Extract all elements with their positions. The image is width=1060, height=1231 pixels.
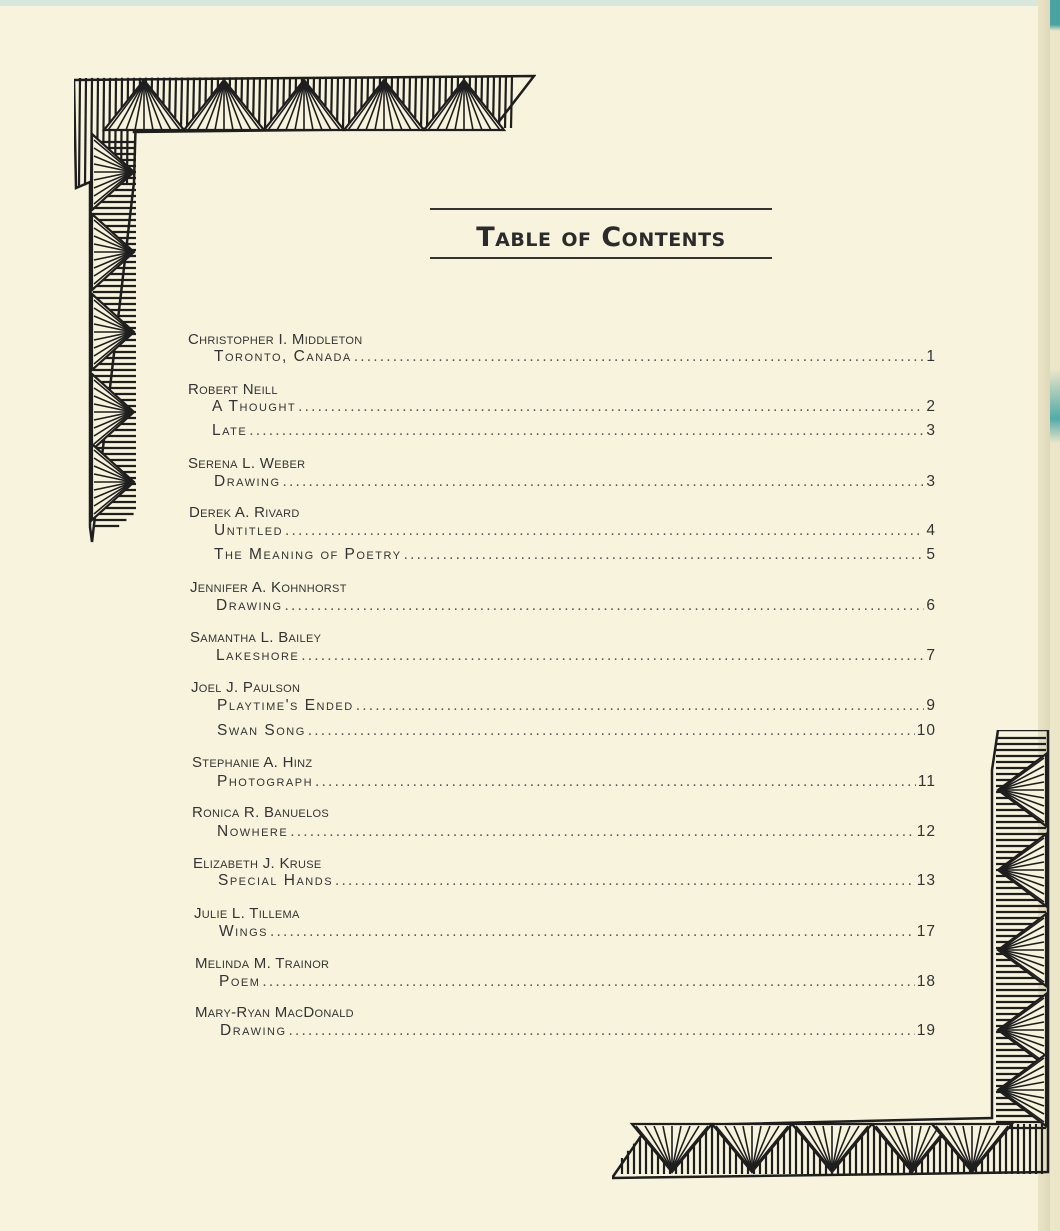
- toc-author: Melinda M. Trainor: [195, 955, 330, 972]
- toc-entry-title: Untitled: [214, 522, 284, 539]
- toc-entry[interactable]: [218, 872, 936, 890]
- toc-author: Samantha L. Bailey: [190, 629, 322, 646]
- toc-entry[interactable]: [212, 422, 936, 440]
- toc-page-number: 7: [926, 647, 936, 664]
- toc-author: Stephanie A. Hinz: [192, 754, 313, 771]
- dot-leader: [356, 697, 925, 715]
- toc-entry-title: Special Hands: [218, 872, 334, 889]
- toc-entry-title: Toronto, Canada: [214, 348, 352, 365]
- toc-entry[interactable]: [216, 647, 936, 665]
- toc-page-number: 10: [916, 722, 936, 739]
- dot-leader: [285, 597, 925, 615]
- toc-page-number: 1: [926, 348, 936, 365]
- dot-leader: [249, 422, 924, 440]
- toc-page-number: 3: [926, 422, 936, 439]
- dot-leader: [404, 546, 925, 564]
- toc-entry[interactable]: [217, 697, 936, 715]
- toc-entry[interactable]: [212, 398, 936, 416]
- toc-author: Robert Neill: [188, 381, 278, 398]
- toc-entry[interactable]: [214, 348, 936, 366]
- toc-author: Christopher I. Middleton: [188, 331, 363, 348]
- tribal-border-bottom-right: [612, 730, 1060, 1182]
- dot-leader: [270, 923, 915, 941]
- toc-entry-title: Drawing: [220, 1022, 287, 1039]
- toc-author: Serena L. Weber: [188, 455, 306, 472]
- toc-author: Joel J. Paulson: [191, 679, 301, 696]
- toc-entry[interactable]: [217, 722, 936, 740]
- toc-entry[interactable]: [217, 823, 936, 841]
- toc-page-number: 6: [926, 597, 936, 614]
- dot-leader: [290, 823, 915, 841]
- toc-author: Mary-Ryan MacDonald: [195, 1004, 354, 1021]
- dot-leader: [301, 647, 924, 665]
- dot-leader: [289, 1022, 915, 1040]
- toc-entry-title: Lakeshore: [216, 647, 300, 664]
- toc-entry-title: The Meaning of Poetry: [214, 546, 402, 563]
- dot-leader: [285, 522, 924, 540]
- toc-page-number: 19: [916, 1022, 936, 1039]
- dot-leader: [335, 872, 915, 890]
- toc-page-number: 18: [916, 973, 936, 990]
- toc-page-number: 5: [926, 546, 936, 563]
- dot-leader: [308, 722, 915, 740]
- toc-page-number: 13: [916, 872, 936, 889]
- toc-author: Derek A. Rivard: [189, 504, 300, 521]
- toc-entry-title: A Thought: [212, 398, 297, 415]
- toc-entry[interactable]: [216, 597, 936, 615]
- toc-entry-title: Drawing: [216, 597, 283, 614]
- toc-page-number: 17: [916, 923, 936, 940]
- toc-entry[interactable]: [220, 1022, 936, 1040]
- toc-entry[interactable]: [214, 522, 936, 540]
- toc-page-number: 12: [916, 823, 936, 840]
- toc-entry-title: Swan Song: [217, 722, 306, 739]
- toc-entry-title: Playtime's Ended: [217, 697, 354, 714]
- toc-author: Jennifer A. Kohnhorst: [190, 579, 347, 596]
- toc-entry[interactable]: [219, 923, 936, 941]
- toc-entry-title: Nowhere: [217, 823, 289, 840]
- toc-page-number: 11: [917, 773, 936, 790]
- toc-entry[interactable]: [214, 546, 936, 564]
- toc-page-number: 9: [926, 697, 936, 714]
- dot-leader: [315, 773, 916, 791]
- page-top-edge: [0, 0, 1060, 6]
- toc-author: Ronica R. Banuelos: [192, 804, 329, 821]
- dot-leader: [262, 973, 914, 991]
- toc-page-number: 2: [926, 398, 936, 415]
- dot-leader: [283, 473, 925, 491]
- toc-entry[interactable]: [219, 973, 936, 991]
- toc-entry-title: Photograph: [217, 773, 314, 790]
- toc-entry-title: Wings: [219, 923, 269, 940]
- dot-leader: [298, 398, 924, 416]
- toc-page-number: 3: [926, 473, 936, 490]
- title-block: [430, 208, 772, 259]
- toc-author: Julie L. Tillema: [194, 905, 300, 922]
- toc-entry-title: Drawing: [214, 473, 281, 490]
- toc-page-number: 4: [926, 522, 936, 539]
- toc-author: Elizabeth J. Kruse: [193, 855, 322, 872]
- dot-leader: [354, 348, 925, 366]
- toc-entry-title: Late: [212, 422, 248, 439]
- toc-entry[interactable]: [214, 473, 936, 491]
- toc-entry[interactable]: [217, 773, 936, 791]
- toc-entry-title: Poem: [219, 973, 261, 990]
- page-title: Table of Contents: [476, 222, 726, 253]
